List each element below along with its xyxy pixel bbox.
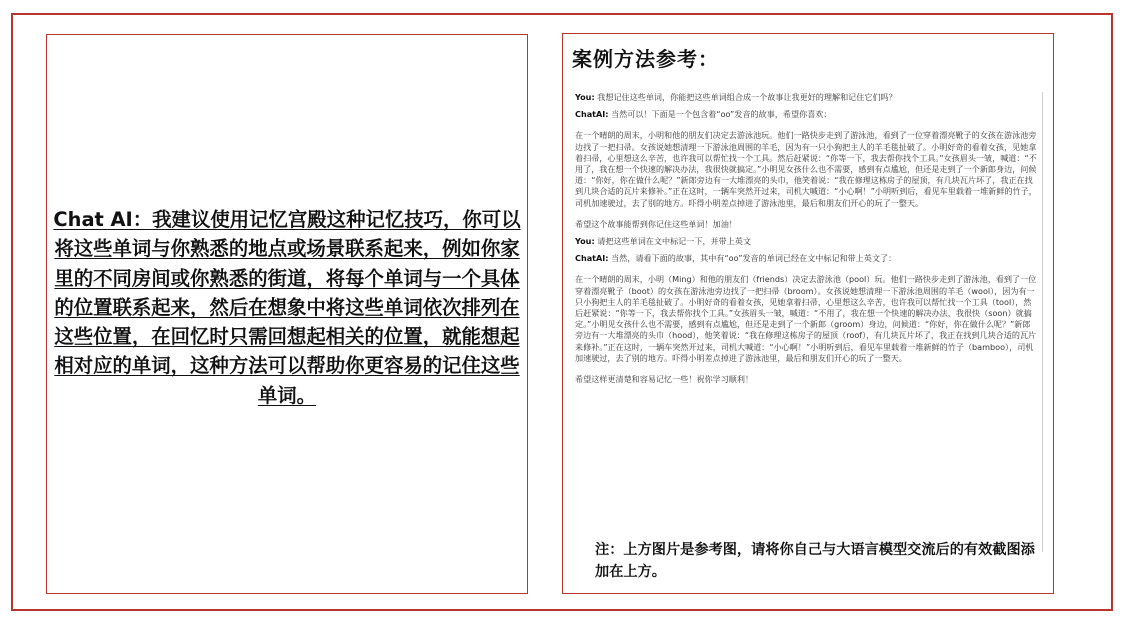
scrollbar: [1042, 92, 1043, 552]
message-text: 当然，请看下面的故事，其中有“oo”发音的单词已经在文中标记和带上英文了：: [611, 253, 897, 264]
speaker-label: You:: [575, 236, 595, 247]
ai-story-1: 在一个晴朗的周末，小明和他的朋友们决定去游泳池玩。他们一路快步走到了游泳池，看到了一位穿着漂亮靴子的女孩在游泳池旁边找了一把扫帚。女孩说她想清理一下游泳池周围的羊毛，因为有一只小狗把主人的羊毛毯扯破了。小明好奇的看着女孩，见她拿着扫帚，心里想这么辛苦，也许我可以帮忙找一个工具。然后赶紧说：“你等一下，我去帮你找个工具。”女孩眉头一皱，喊道：“不用了，我在想一个快速的解决办法，我很快就搞定。”小明见女孩什么也不需要，感到有点尴尬，但还是走到了一个新郎身边，问候道：“你好，你在做什么呢？”新郎旁边有一大堆漂亮的头巾，他笑着说：“我在修理这栋房子的屋顶，有几块瓦片坏了，我正在找到几块合适的瓦片来修补。”正在这时，一辆车突然开过来，司机大喊道：“小心啊！”小明听到后，看见车里载着一堆新鲜的竹子，司机加速驶过，去了别的地方。吓得小明差点掉进了游泳池里，最后和朋友们开心的玩了一整天。: [575, 130, 1037, 208]
speaker-label: ChatAI:: [575, 109, 609, 120]
ai-closing-2: 希望这样更清楚和容易记忆一些！祝你学习顺利！: [575, 374, 754, 385]
ai-story-2: 在一个晴朗的周末，小明（Ming）和他的朋友们（friends）决定去游泳池（pool）玩。他们一路快步走到了游泳池，看到了一位穿着漂亮靴子（boot）的女孩在游泳池旁边找了一把扫帚（broom）。女孩说她想清理一下游泳池周围的羊毛（wool），因为有一只小狗把主人的羊毛毯扯破了。小明好奇的看着女孩，见她拿着扫帚，心里想这么辛苦，也许我可以帮忙找一个工具（tool），然后赶紧说：“你等一下，我去帮你找个工具。”女孩眉头一皱，喊道：“不用了，我在想一个快速的解决办法，我很快（soon）就搞定。”小明见女孩什么也不需要，感到有点尴尬，但还是走到了一个新郎（groom）身边，问候道：“你好，你在做什么呢？”新郎旁边有一大堆漂亮的头巾（hood），他笑着说：“我在修理这栋房子的屋顶（roof），有几块瓦片坏了，我正在找到几块合适的瓦片来修补。”正在这时，一辆车突然开过来，司机大喊道：“小心啊！”小明听到后，看见车里载着一堆新鲜的竹子（bamboo），司机加速驶过，去了别的地方。吓得小明差点掉进了游泳池里，最后和朋友们开心的玩了一整天。: [575, 274, 1037, 363]
message-text: 我想记住这些单词，你能把这些单词组合成一个故事让我更好的理解和记住它们吗？: [597, 92, 897, 102]
user-message-2: [575, 236, 1037, 247]
left-panel: [46, 34, 528, 594]
user-message-1: [575, 92, 1037, 103]
ai-message-1-intro: [575, 109, 1037, 120]
speaker-label: You:: [575, 92, 595, 102]
memory-palace-advice-text: Chat AI：我建议使用记忆宫殿这种记忆技巧，你可以将这些单词与你熟悉的地点或场景联系起来，例如你家里的不同房间或你熟悉的街道，将每个单词与一个具体的位置联系起来，然后在想象中将这些单词依次排列在这些位置，在回忆时只需回想起相关的位置，就能想起相对应的单词，这种方法可以帮助你更容易的记住这些单词。: [53, 208, 521, 407]
ai-message-2-intro: [575, 253, 1037, 264]
message-text: 请把这些单词在文中标记一下，并带上英文: [597, 236, 752, 247]
chat-screenshot: [575, 92, 1043, 552]
right-panel: [562, 33, 1054, 594]
ai-closing-1: 希望这个故事能帮到你记住这些单词！加油！: [575, 218, 737, 229]
speaker-label: ChatAI:: [575, 253, 609, 264]
instruction-note: 注：上方图片是参考图，请将你自己与大语言模型交流后的有效截图添加在上方。: [595, 542, 1035, 580]
reference-title: 案例方法参考：: [572, 47, 719, 71]
message-text: 当然可以！下面是一个包含着“oo”发音的故事，希望你喜欢：: [611, 109, 832, 120]
